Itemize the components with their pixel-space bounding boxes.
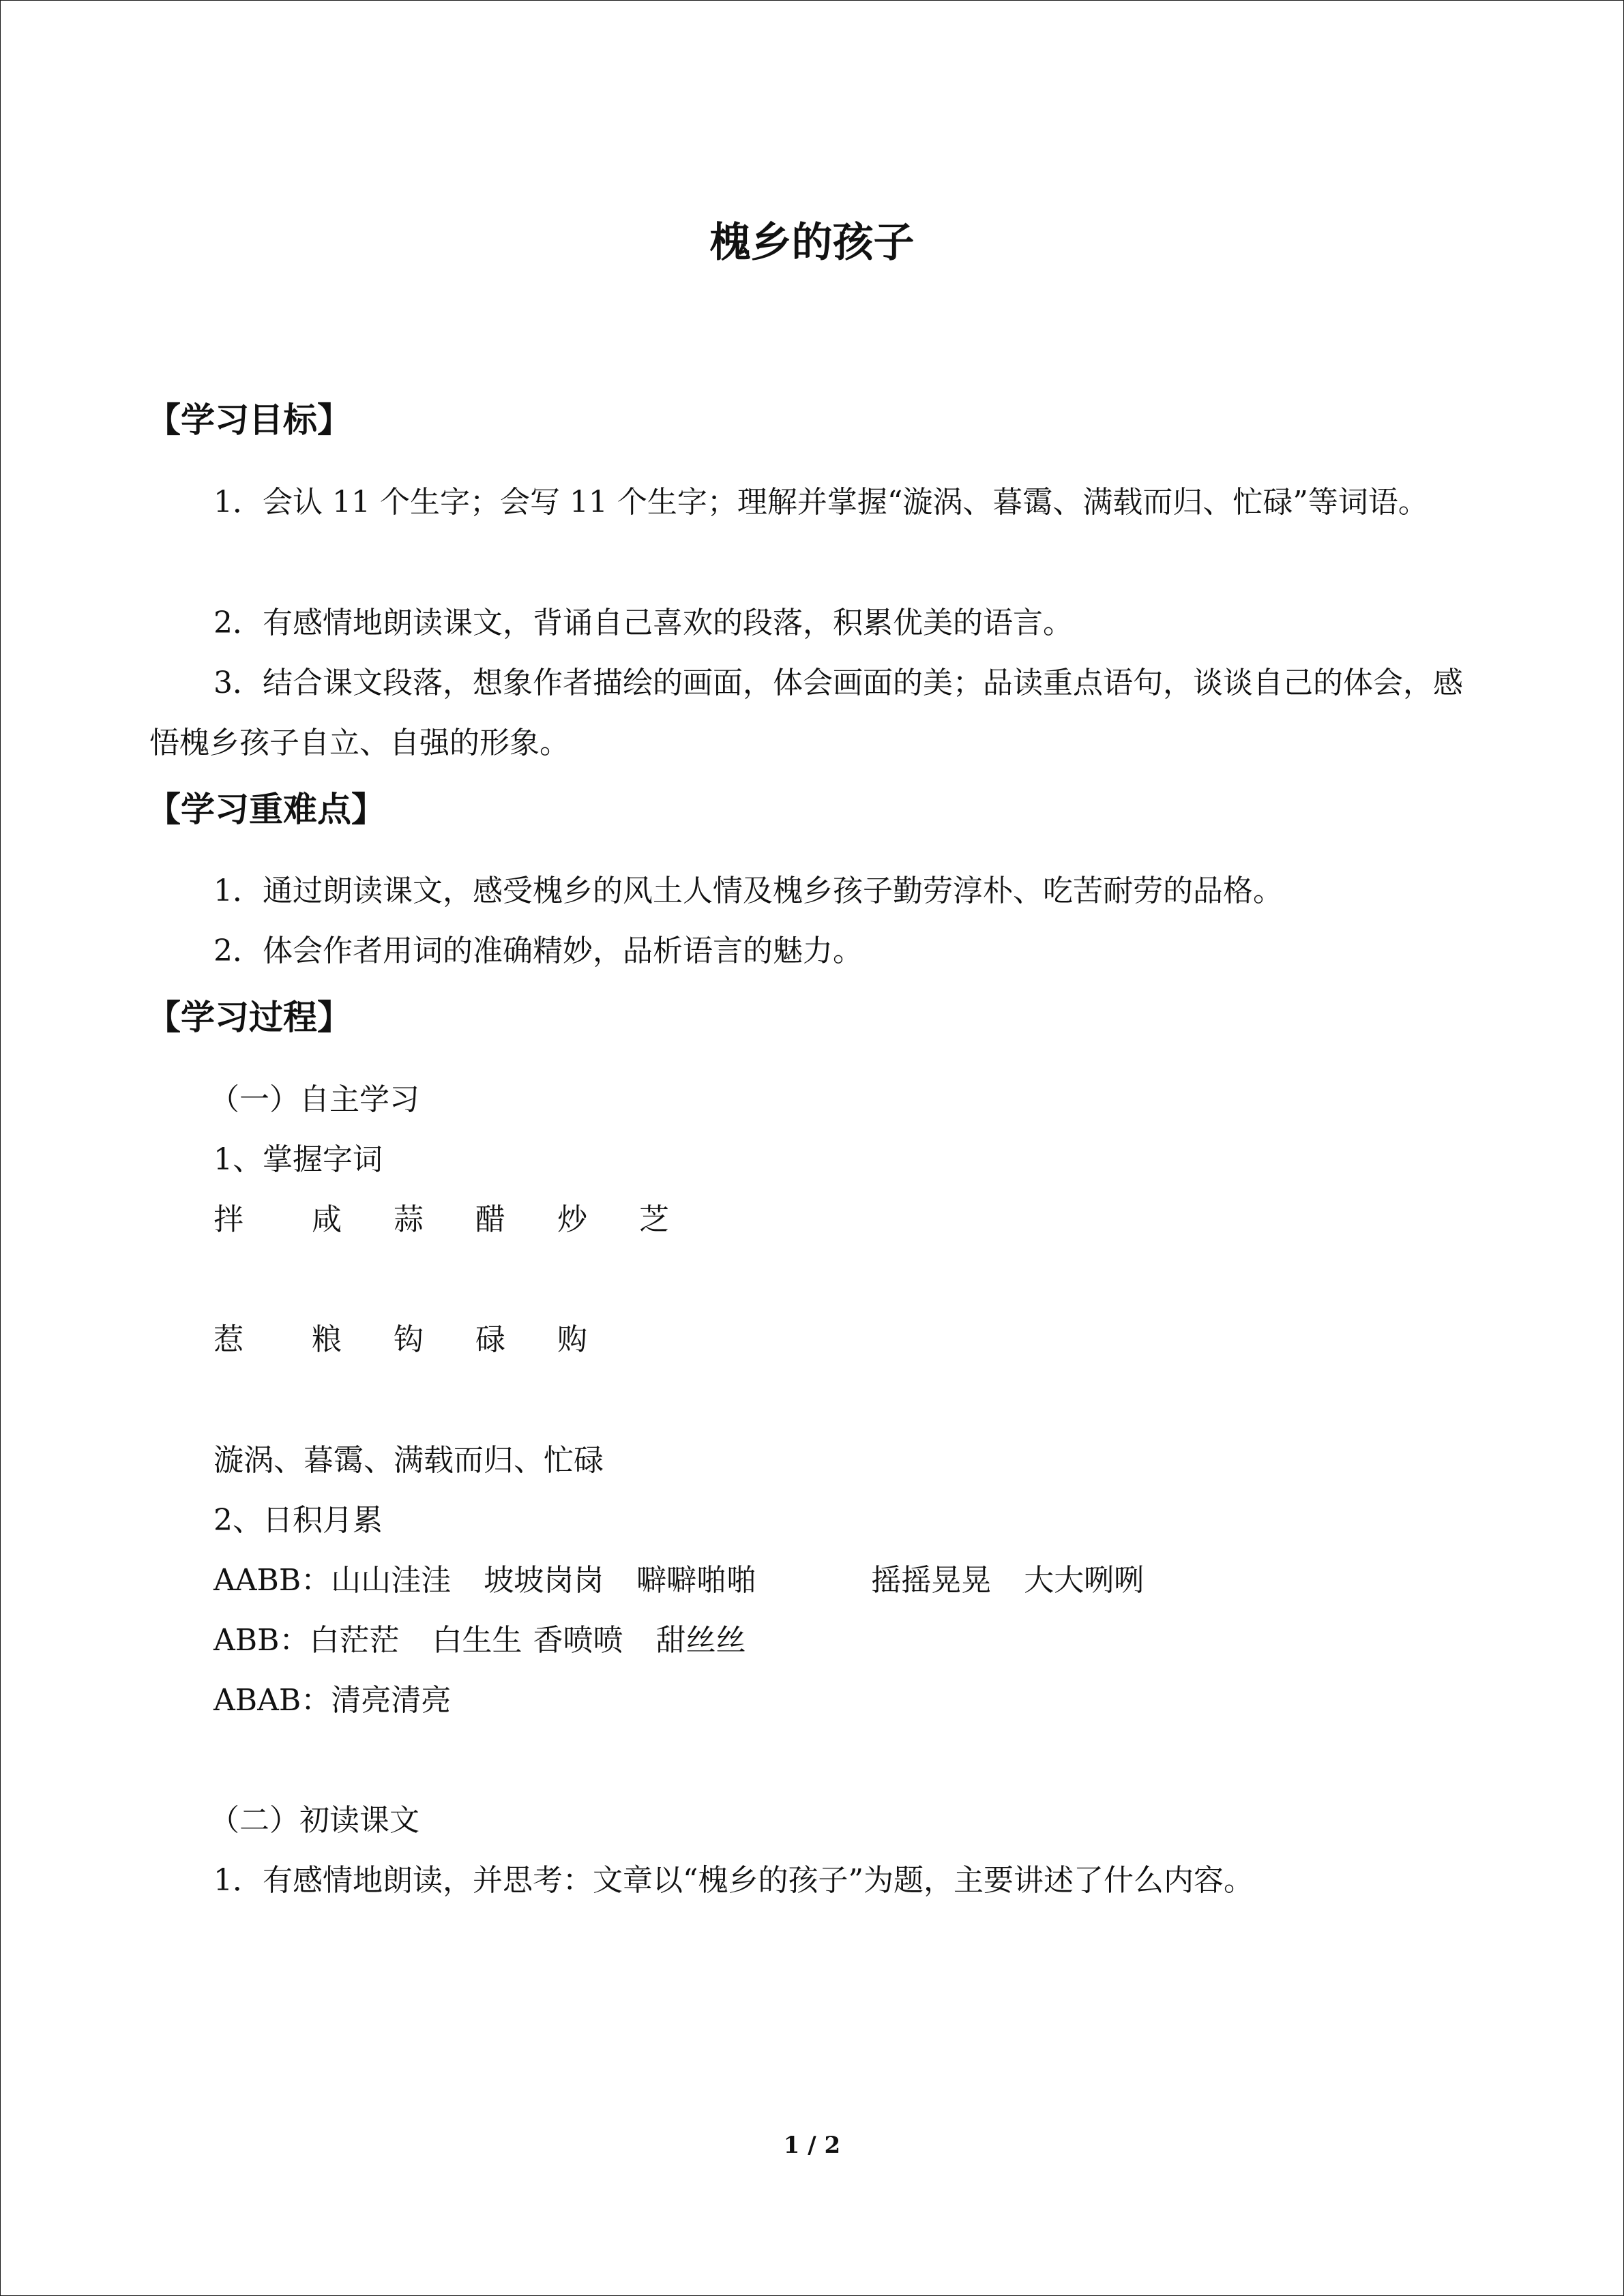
key-point-item-1: 1．通过朗读课文，感受槐乡的风土人情及槐乡孩子勤劳淳朴、吃苦耐劳的品格。 [213, 874, 1283, 908]
abab-label: ABAB： [213, 1683, 331, 1718]
step-2-title: 2、日积月累 [213, 1503, 383, 1538]
goal-item-3: 3．结合课文段落，想象作者描绘的画面，体会画面的美；品读重点语句，谈谈自己的体会，感悟槐乡孩子自立、自强的形象。 [149, 666, 1463, 760]
aabb-word: 坡坡岗岗 [484, 1563, 604, 1598]
document-title: 槐乡的孩子 [709, 219, 915, 267]
abb-word: 白生生 [432, 1623, 522, 1658]
char-item: 咸 [312, 1202, 342, 1237]
step-1-title: 1、掌握字词 [213, 1142, 383, 1177]
char-item: 购 [557, 1322, 587, 1357]
abb-label: ABB： [213, 1623, 310, 1658]
abb-word: 甜丝丝 [655, 1623, 746, 1658]
key-point-item-2: 2．体会作者用词的准确精妙，品析语言的魅力。 [213, 934, 863, 968]
page-number: 1 / 2 [783, 2132, 841, 2159]
heading-key-points: 【学习重难点】 [147, 790, 385, 829]
char-item: 芝 [639, 1202, 669, 1237]
char-item: 醋 [475, 1202, 505, 1237]
part-2-title: （二）初读课文 [209, 1803, 419, 1838]
heading-learning-process: 【学习过程】 [147, 998, 351, 1037]
aabb-word: 山山洼洼 [331, 1563, 452, 1598]
char-row-2 [213, 1310, 639, 1370]
char-item: 拌 [213, 1202, 243, 1237]
char-item: 惹 [213, 1322, 243, 1357]
char-item: 钩 [394, 1322, 424, 1357]
question-1: 1．有感情地朗读，并思考：文章以“槐乡的孩子”为题，主要讲述了什么内容。 [213, 1863, 1254, 1898]
abab-word: 清亮清亮 [331, 1683, 452, 1718]
aabb-label: AABB： [213, 1563, 331, 1598]
abb-word: 白茫茫 [309, 1623, 400, 1658]
heading-learning-goals: 【学习目标】 [147, 400, 351, 440]
aabb-word: 摇摇晃晃 [871, 1563, 992, 1598]
vocab-words-line: 漩涡、暮霭、满载而归、忙碌 [213, 1443, 604, 1478]
char-item: 碌 [475, 1322, 505, 1357]
goal-item-1: 1．会认 11 个生字；会写 11 个生字；理解并掌握“漩涡、暮霭、满载而归、忙碌”等词语。 [213, 485, 1428, 520]
abb-line [213, 1611, 778, 1671]
abb-word: 香喷喷 [533, 1623, 623, 1658]
char-item: 炒 [557, 1202, 587, 1237]
char-row-1 [213, 1190, 721, 1250]
goal-item-2: 2．有感情地朗读课文，背诵自己喜欢的段落，积累优美的语言。 [213, 606, 1073, 640]
aabb-word: 大大咧咧 [1024, 1563, 1145, 1598]
abab-line [213, 1671, 484, 1731]
char-item: 蒜 [394, 1202, 424, 1237]
char-item: 粮 [312, 1322, 342, 1357]
part-1-title: （一）自主学习 [209, 1082, 419, 1117]
aabb-line [213, 1551, 1177, 1611]
aabb-word: 噼噼啪啪 [636, 1563, 757, 1598]
